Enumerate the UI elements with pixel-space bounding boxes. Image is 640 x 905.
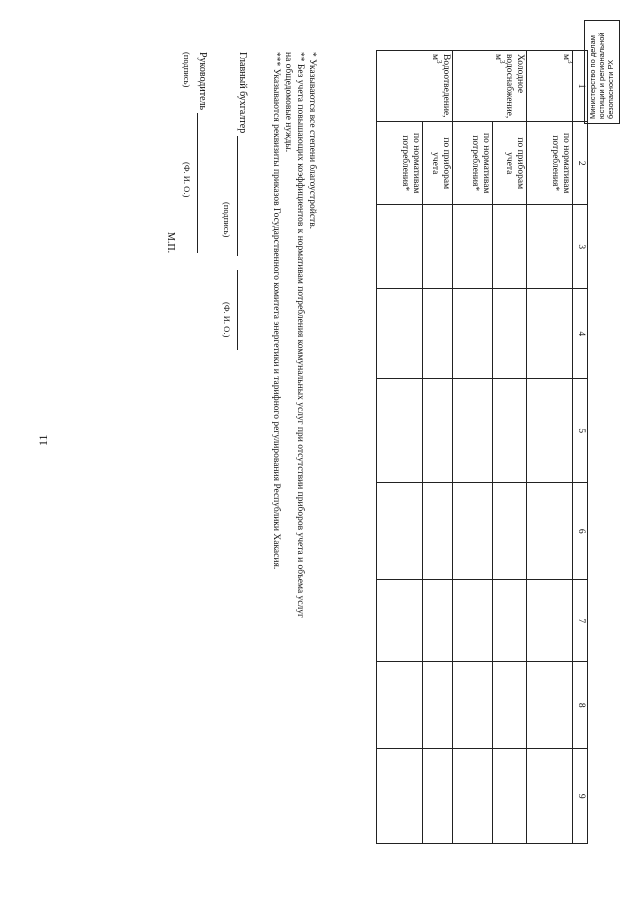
table-cell (527, 483, 573, 580)
footnote: на общедомовые нужды. (283, 52, 293, 153)
chief-accountant-captions (210, 52, 232, 552)
header-cell: 6 (573, 483, 588, 580)
table-cell (453, 662, 493, 749)
table-cell (493, 379, 527, 483)
header-cell: 3 (573, 205, 588, 289)
table-cell (493, 205, 527, 289)
unit-superscript: 3 (498, 60, 507, 64)
table-cell (527, 379, 573, 483)
table-cell (423, 379, 453, 483)
table-cell (493, 749, 527, 844)
header-cell: 2 (573, 122, 588, 205)
table-cell (377, 205, 423, 289)
footnote: ** Без учета повышающих коэффициентов к нормативам потребления коммунальных услуг при отсутствии приборов учета и объема услуг (295, 52, 305, 618)
table-cell (493, 483, 527, 580)
head-row (194, 52, 208, 552)
table-row (493, 51, 527, 844)
table-cell (377, 749, 423, 844)
table-cell (377, 379, 423, 483)
row-label-cell (377, 51, 453, 122)
table-row (423, 51, 453, 844)
head-captions (178, 52, 192, 552)
table-cell (453, 205, 493, 289)
table-cell (453, 289, 493, 379)
header-cell: 9 (573, 749, 588, 844)
table-cell (423, 289, 453, 379)
table-cell (423, 580, 453, 662)
table-cell (377, 580, 423, 662)
table-cell (453, 749, 493, 844)
signature-line (237, 136, 238, 256)
table-cell (377, 483, 423, 580)
seal-mark: М.П. (165, 232, 176, 254)
table-cell (453, 379, 493, 483)
table-cell (493, 662, 527, 749)
subrow-label: по приборам учета (493, 122, 527, 205)
table-cell (423, 205, 453, 289)
table-cell (527, 749, 573, 844)
name-caption: (Ф. И. О.) (222, 302, 232, 338)
head-name-caption: (Ф. И. О.) (182, 162, 192, 198)
head-name-line (197, 113, 198, 253)
table-cell (423, 662, 453, 749)
footnote: * Указываются все степени благоустройств. (307, 52, 317, 230)
table-cell (423, 749, 453, 844)
table-cell (527, 580, 573, 662)
row-label-cell (453, 51, 527, 122)
head-label: Руководитель (197, 52, 208, 111)
row-label: Холодное водоснабжение, м (493, 54, 525, 119)
signature-caption: (подпись) (222, 202, 232, 238)
subrow-label: по нормативам потребления* (527, 122, 573, 205)
table-cell (527, 289, 573, 379)
ministry-stamp (584, 20, 620, 124)
table-cell (527, 205, 573, 289)
signature-block (160, 52, 248, 552)
table-cell (493, 580, 527, 662)
table-header-row (573, 51, 588, 844)
header-cell: 1 (573, 51, 588, 122)
seal-row (162, 52, 176, 552)
subrow-label: по нормативам потребления* (377, 122, 423, 205)
chief-accountant-label: Главный бухгалтер (237, 52, 248, 134)
row-label-cell (527, 51, 573, 122)
header-cell: 5 (573, 379, 588, 483)
table-cell (423, 483, 453, 580)
header-cell: 7 (573, 580, 588, 662)
name-line (237, 270, 238, 350)
row-label: м (561, 54, 571, 61)
stamp-line: Министерство по делам (588, 35, 597, 119)
stamp-line: юстиции и региональной (597, 32, 606, 119)
row-label: Водоотведение, м (430, 54, 451, 118)
table-cell (453, 580, 493, 662)
report-table (376, 50, 588, 844)
subrow-label: по нормативам потребления* (453, 122, 493, 205)
table-cell (377, 662, 423, 749)
footnote: *** Указываются реквизиты приказов Государственного комитета энергетики и тарифного регулирования Республики Хакасия. (271, 52, 281, 570)
table-row (377, 51, 423, 844)
chief-accountant-row (234, 52, 248, 552)
subrow-label: по приборам учета (423, 122, 453, 205)
table-cell (527, 662, 573, 749)
table-cell (453, 483, 493, 580)
header-cell: 8 (573, 662, 588, 749)
unit-superscript: 3 (435, 60, 444, 64)
stamp-line: безопасности РХ (606, 59, 615, 119)
table-cell (493, 289, 527, 379)
page-number: 11 (36, 434, 50, 446)
table-row (527, 51, 573, 844)
footnotes (270, 52, 318, 812)
head-signature-caption: (подпись) (182, 52, 192, 88)
table-row (453, 51, 493, 844)
header-cell: 4 (573, 289, 588, 379)
unit-superscript: 3 (566, 60, 575, 64)
table-cell (377, 289, 423, 379)
